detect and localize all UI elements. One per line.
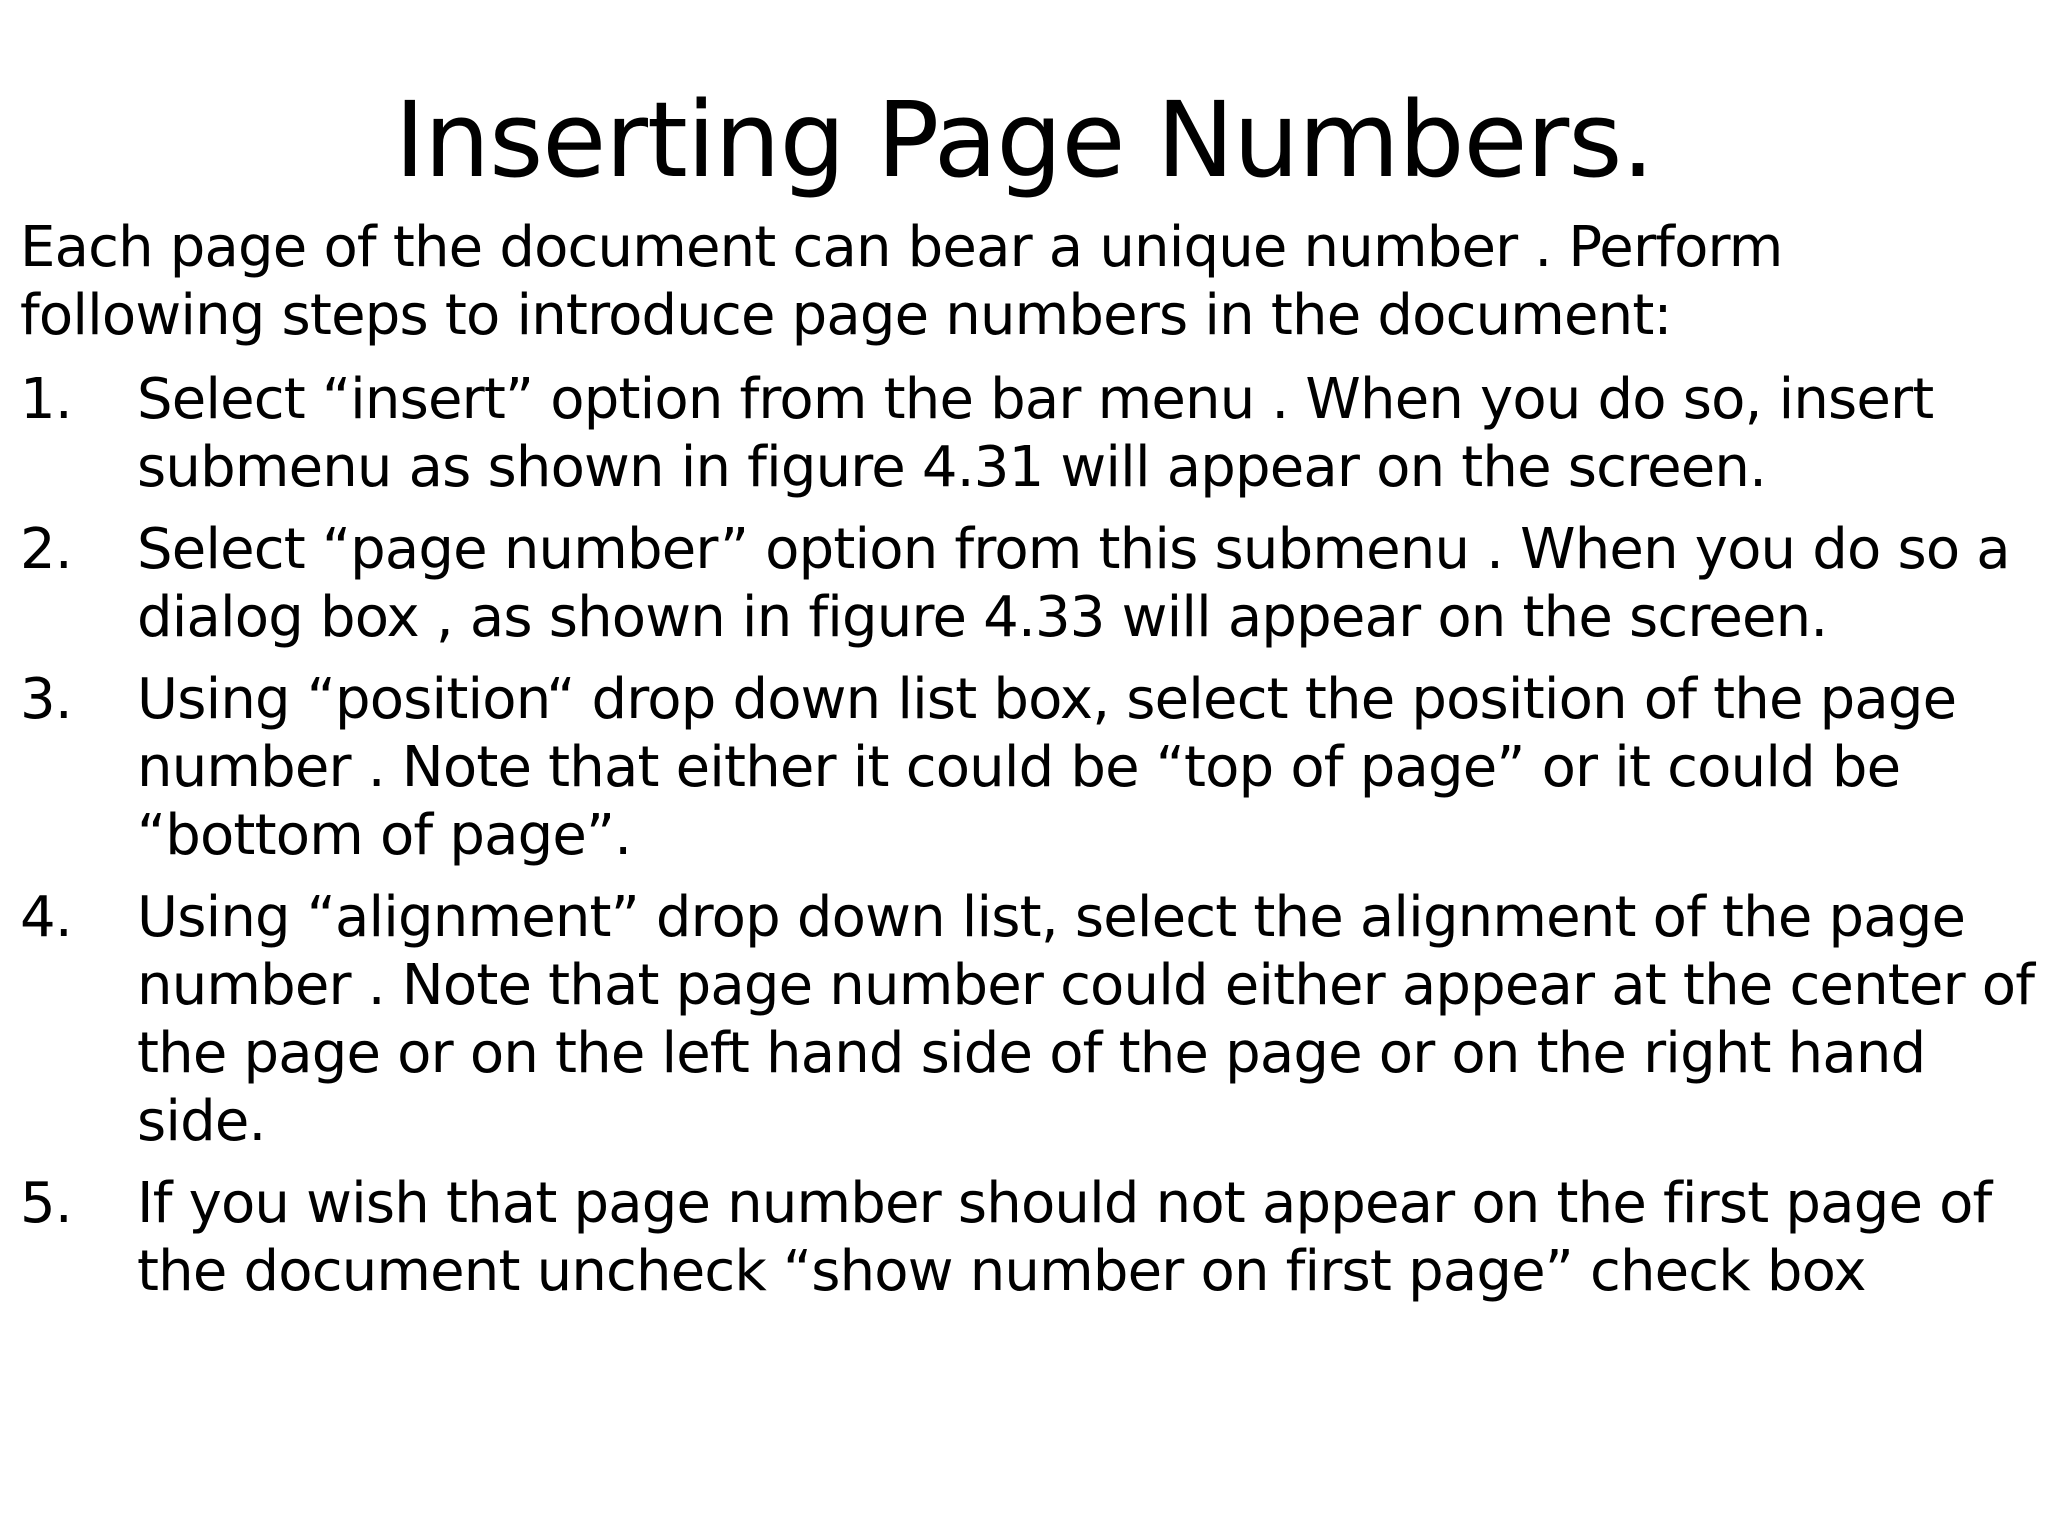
step-number: 2. xyxy=(20,517,72,582)
steps-list xyxy=(0,366,2048,1320)
step-text: If you wish that page number should not appear on the first page of the document uncheck “show number on first page” check box xyxy=(137,1171,1992,1304)
list-item xyxy=(0,1170,2048,1306)
list-item xyxy=(0,516,2048,652)
step-number: 1. xyxy=(20,367,72,432)
step-number: 5. xyxy=(20,1171,72,1236)
list-item xyxy=(0,366,2048,502)
step-text: Select “insert” option from the bar menu . When you do so, insert submenu as shown in figure 4.31 will appear on the screen. xyxy=(137,367,1934,500)
step-text: Using “alignment” drop down list, select the alignment of the page number . Note that page number could either appear at the center of the page or on the left hand side of the page or on the right hand side. xyxy=(137,885,2035,1154)
step-text: Select “page number” option from this submenu . When you do so a dialog box , as shown in figure 4.33 will appear on the screen. xyxy=(137,517,2010,650)
step-number: 4. xyxy=(20,885,72,950)
slide-title: Inserting Page Numbers. xyxy=(394,79,1654,201)
step-number: 3. xyxy=(20,667,72,732)
step-text: Using “position“ drop down list box, select the position of the page number . Note that either it could be “top of page” or it could be “bottom of page”. xyxy=(137,667,1957,868)
intro-paragraph: Each page of the document can bear a unique number . Perform following steps to introduce page numbers in the document: xyxy=(20,215,1783,348)
list-item xyxy=(0,666,2048,870)
list-item xyxy=(0,884,2048,1156)
